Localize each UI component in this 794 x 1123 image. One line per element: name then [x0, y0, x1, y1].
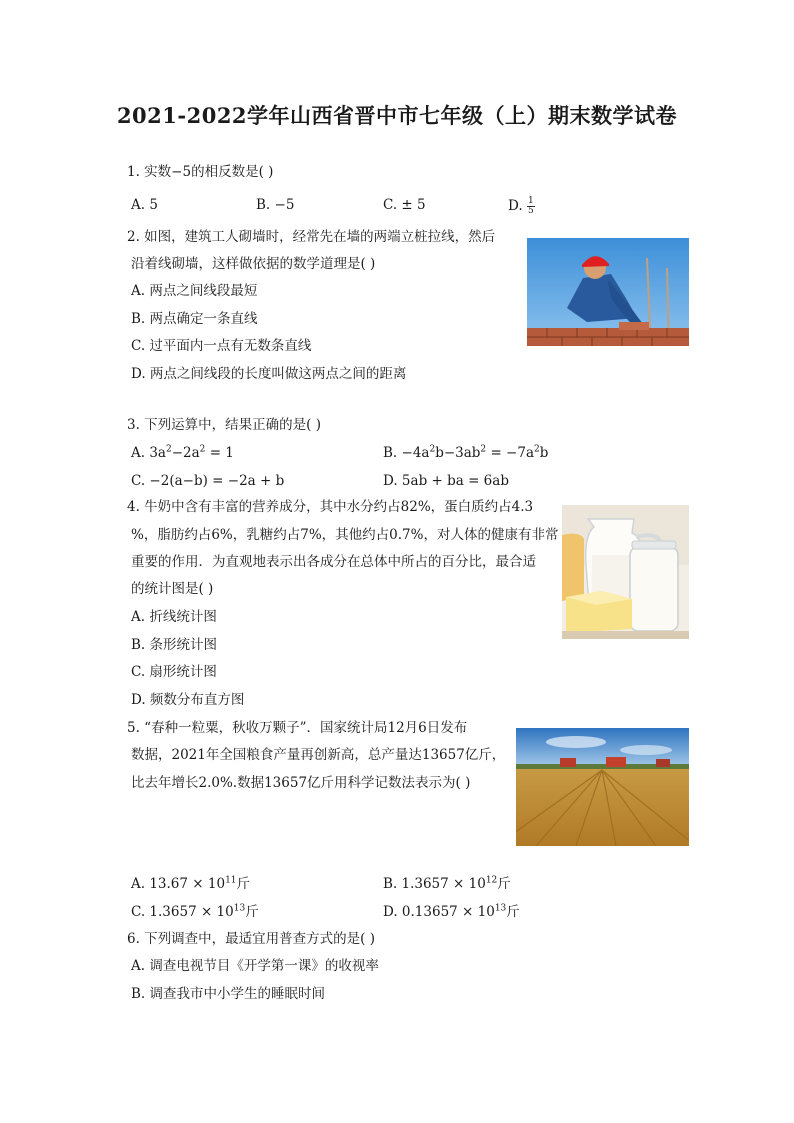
q4-stem-line4: 的统计图是( ) — [131, 581, 214, 597]
fraction: $\frac{1}{5}$ — [527, 196, 534, 216]
q3-stem: 3. 下列运算中，结果正确的是( ) — [127, 417, 321, 433]
q4-stem-line2: %，脂肪约占6%，乳糖约占7%，其他约占0.7%，对人体的健康有非常 — [131, 527, 559, 543]
q5-stem-line2: 数据，2021年全国粮食产量再创新高，总产量达13657亿斤， — [131, 747, 506, 763]
q1-option-b: B. −5 — [256, 197, 295, 213]
q1-option-a: A. 5 — [131, 197, 158, 213]
q3-option-b: B. $-4a^2b-3ab^2 = -7a^2b$ — [383, 444, 549, 461]
q5-option-b: B. $1.3657 \times 10^{12}$斤 — [383, 875, 511, 892]
q1-option-d: D. $\frac{1}{5}$ — [508, 196, 534, 216]
q2-option-b: B. 两点确定一条直线 — [131, 311, 258, 327]
q2-option-d: D. 两点之间线段的长度叫做这两点之间的距离 — [131, 366, 407, 382]
q5-stem-line1: 5. “春种一粒粟，秋收万颗子”．国家统计局12月6日发布 — [127, 720, 468, 736]
milk-photo — [562, 505, 689, 639]
q2-stem-line2: 沿着线砌墙，这样做依据的数学道理是( ) — [131, 256, 376, 272]
q5-option-d: D. $0.13657 \times 10^{13}$斤 — [383, 903, 520, 920]
q4-option-d: D. 频数分布直方图 — [131, 692, 245, 708]
q6-option-b: B. 调查我市中小学生的睡眠时间 — [131, 986, 326, 1002]
q3-option-c: C. −2(a−b) = −2a + b — [131, 473, 285, 489]
q1-option-c: C. ± 5 — [383, 197, 426, 213]
q5-option-c: C. $1.3657 \times 10^{13}$斤 — [131, 903, 259, 920]
q4-stem-line3: 重要的作用．为直观地表示出各成分在总体中所占的百分比，最合适 — [131, 554, 536, 570]
q1-stem: 1. 实数−5的相反数是( ) — [127, 164, 274, 180]
q5-stem-line3: 比去年增长2.0%.数据13657亿斤用科学记数法表示为( ) — [131, 775, 471, 791]
q2-option-a: A. 两点之间线段最短 — [131, 283, 258, 299]
q6-option-a: A. 调查电视节目《开学第一课》的收视率 — [131, 958, 379, 974]
q3-option-d: D. 5ab + ba = 6ab — [383, 473, 509, 489]
bricklayer-photo — [527, 238, 689, 346]
q2-option-c: C. 过平面内一点有无数条直线 — [131, 338, 312, 354]
q4-option-c: C. 扇形统计图 — [131, 664, 217, 680]
wheat-field-photo — [516, 728, 689, 846]
q2-stem-line1: 2. 如图，建筑工人砌墙时，经常先在墙的两端立桩拉线，然后 — [127, 229, 496, 245]
q5-option-a: A. $13.67 \times 10^{11}$斤 — [131, 875, 251, 892]
q3-option-a: A. $3a^2-2a^2 = 1$ — [131, 444, 234, 461]
q4-stem-line1: 4. 牛奶中含有丰富的营养成分，其中水分约占82%，蛋白质约占4.3 — [127, 499, 534, 515]
page-title: 2021-2022学年山西省晋中市七年级（上）期末数学试卷 — [116, 103, 678, 128]
q4-option-a: A. 折线统计图 — [131, 609, 217, 625]
q6-stem: 6. 下列调查中，最适宜用普查方式的是( ) — [127, 931, 375, 947]
q4-option-b: B. 条形统计图 — [131, 637, 218, 653]
